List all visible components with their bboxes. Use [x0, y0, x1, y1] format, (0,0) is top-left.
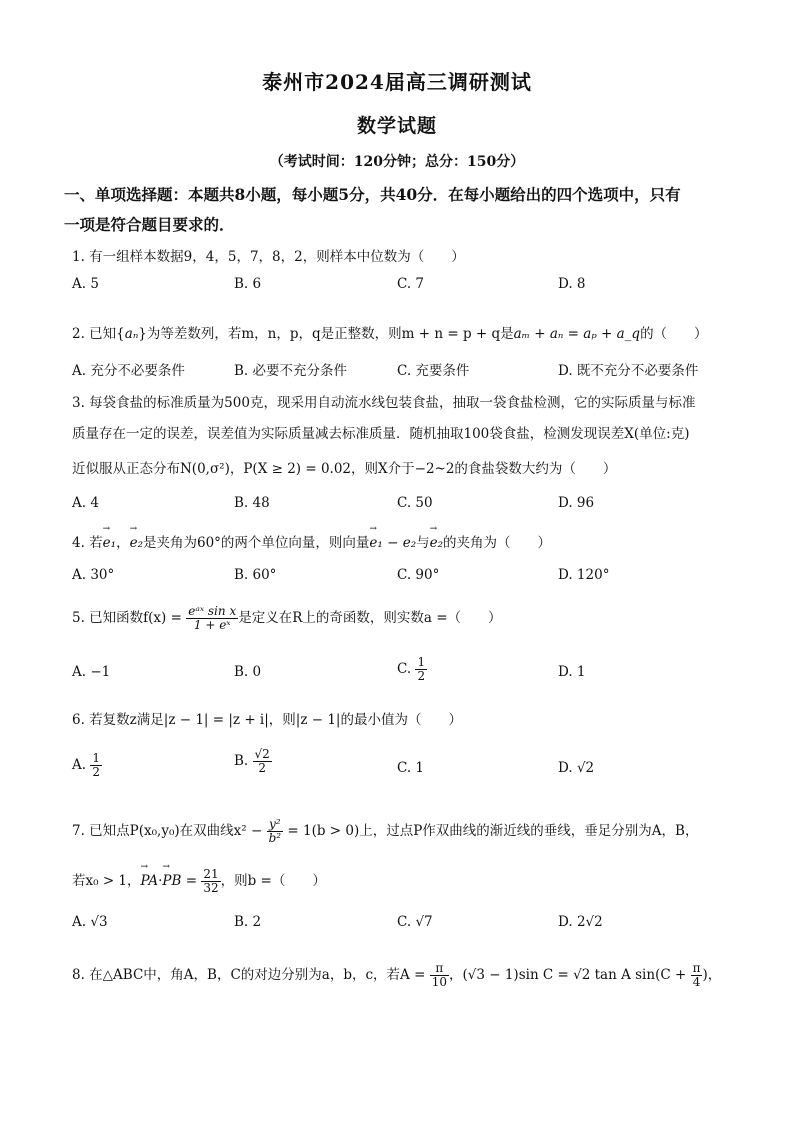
- q7-option-d-value: 2√2: [576, 914, 603, 930]
- q5-option-a: A. −1: [72, 664, 111, 680]
- q5-option-c-label: C.: [397, 661, 412, 677]
- q8-paren-b: )，: [702, 967, 722, 983]
- q3-option-a: A. 4: [72, 495, 99, 511]
- q3-option-c: C. 50: [397, 495, 433, 511]
- q7-option-c: [397, 914, 433, 930]
- q4-text-c: 与: [416, 535, 430, 551]
- q7-option-d-label: D.: [558, 914, 573, 930]
- q4-vector-e2: → e₂: [130, 535, 143, 551]
- question-3-line1: 3. 每袋食盐的标准质量为500克，现采用自动流水线包装食盐，抽取一袋食盐检测，它的实际质量与标准: [72, 395, 696, 411]
- q4-text-d: 的夹角为（ ）: [443, 535, 552, 551]
- q8-fraction: [430, 962, 449, 989]
- q7-option-c-label: C.: [397, 914, 412, 930]
- q6-option-a-den: 2: [92, 765, 100, 779]
- q4-text-b: 是夹角为60°的两个单位向量，则向量: [142, 535, 370, 551]
- q2-option-a: A. 充分不必要条件: [72, 363, 185, 379]
- question-5-stem: [72, 605, 742, 632]
- q4-option-c: C. 90°: [397, 567, 440, 583]
- q7-text-a: 7. 已知点P(x₀,y₀)在双曲线x² −: [72, 823, 263, 839]
- question-4-stem: [72, 531, 742, 551]
- q5-numerator: eᵃˣ sin x: [188, 604, 237, 618]
- q8-frac-num: π: [430, 962, 449, 976]
- q7-option-a: [72, 914, 108, 930]
- q7-line2-a: 若x₀ > 1，: [72, 873, 141, 889]
- q8-text-a: 8. 在△ABC中，角A，B，C的对边分别为a，b，c，若A =: [72, 967, 426, 983]
- q7-value-fraction: [201, 868, 220, 895]
- q4-vector-e2-b: → e₂: [430, 535, 443, 551]
- q6-option-a-fraction: [90, 752, 102, 779]
- q2-option-b: B. 必要不充分条件: [234, 363, 348, 379]
- q5-denominator: 1 + eˣ: [193, 618, 231, 632]
- exam-info: （考试时间：120分钟；总分：150分）: [269, 154, 525, 170]
- q6-option-a-label: A.: [72, 757, 87, 773]
- question-7-line2: [72, 868, 742, 895]
- q8-frac2-num: π: [692, 961, 701, 975]
- q4-separator: ，: [116, 535, 130, 551]
- subject-title: 数学试题: [356, 115, 437, 137]
- q2-condition: aₘ + aₙ = aₚ + a_q: [513, 326, 641, 342]
- q4-option-b: B. 60°: [234, 567, 277, 583]
- q2-text-a: 2. 已知{: [72, 326, 125, 342]
- q5-option-c-den: 2: [417, 669, 426, 683]
- q7-frac-den: b²: [268, 831, 282, 845]
- q5-text-b: 是定义在R上的奇函数，则实数a =（ ）: [238, 610, 502, 626]
- question-8-stem: [72, 962, 742, 989]
- q2-option-d: D. 既不充分不必要条件: [558, 363, 699, 379]
- q5-option-c: [397, 656, 427, 683]
- q7-option-a-value: √3: [90, 914, 108, 930]
- section-heading-line1: 一、单项选择题：本题共8小题，每小题5分，共40分．在每小题给出的四个选项中，只有: [64, 185, 681, 204]
- q6-option-c: C. 1: [397, 760, 425, 776]
- q7-option-b: B. 2: [234, 914, 262, 930]
- q2-text-c: 的（ ）: [640, 326, 708, 342]
- q6-option-a: [72, 752, 102, 779]
- q7-fraction: [267, 818, 284, 845]
- q7-option-d: [558, 914, 603, 930]
- q6-option-b-num: √2: [254, 747, 270, 761]
- q4-vector-expr: → e₁ − e₂: [369, 535, 416, 551]
- q5-option-d: D. 1: [558, 664, 586, 680]
- question-2-stem: [72, 322, 742, 342]
- q6-option-d-value: √2: [576, 760, 595, 776]
- q8-frac-den: 10: [431, 975, 447, 989]
- exam-title: 泰州市2024届高三调研测试: [262, 70, 532, 94]
- question-6-stem: 6. 若复数z满足|z − 1| = |z + i|，则|z − 1|的最小值为（ ）: [72, 712, 462, 728]
- q4-option-d: D. 120°: [558, 567, 610, 583]
- q2-sequence: aₙ: [124, 326, 139, 342]
- q7-value-num: 21: [203, 867, 219, 881]
- q6-option-b: [234, 748, 272, 775]
- q6-option-b-den: 2: [258, 761, 266, 775]
- q7-dot: ·: [158, 873, 163, 889]
- q5-option-c-fraction: [415, 656, 427, 683]
- q8-fraction-2: [691, 962, 703, 989]
- q7-equals: =: [185, 873, 198, 889]
- q4-text-a: 4. 若: [72, 535, 103, 551]
- q6-option-b-fraction: [253, 748, 272, 775]
- q8-text-b: ，(√3 − 1)sin C = √2 tan A sin: [448, 967, 656, 983]
- q5-option-b: B. 0: [234, 664, 262, 680]
- q5-option-c-num: 1: [417, 655, 426, 669]
- q1-option-d: D. 8: [558, 276, 586, 292]
- q8-paren-a: (C +: [655, 967, 687, 983]
- q7-value-den: 32: [203, 881, 219, 895]
- q1-option-a: A. 5: [72, 276, 99, 292]
- q3-option-b: B. 48: [234, 495, 270, 511]
- q1-option-b: B. 6: [234, 276, 262, 292]
- q7-vector-pa: → PA: [141, 873, 159, 889]
- q4-vector-e1: → e₁: [103, 535, 116, 551]
- q6-option-d: [558, 760, 594, 776]
- question-3-line2: 质量存在一定的误差，误差值为实际质量减去标准质量．随机抽取100袋食盐，检测发现误差X(单位:克): [72, 426, 690, 442]
- question-7-line1: [72, 818, 742, 845]
- question-1-stem: 1. 有一组样本数据9，4，5，7，8，2，则样本中位数为（ ）: [72, 249, 465, 265]
- q6-option-d-label: D.: [558, 760, 573, 776]
- q2-option-c: C. 充要条件: [397, 363, 470, 379]
- q7-option-c-value: √7: [415, 914, 433, 930]
- q3-option-d: D. 96: [558, 495, 595, 511]
- q4-option-a: A. 30°: [72, 567, 115, 583]
- q6-option-a-num: 1: [92, 751, 100, 765]
- q7-line2-b: ，则b =（ ）: [220, 873, 326, 889]
- q7-frac-num: y²: [267, 818, 284, 832]
- question-3-line3: 近似服从正态分布N(0,σ²)，P(X ≥ 2) = 0.02，则X介于−2~2的食盐袋数大约为（ ）: [72, 461, 617, 477]
- q5-fraction: [186, 605, 238, 632]
- q2-text-b: }为等差数列，若m，n，p，q是正整数，则m + n = p + q是: [138, 326, 514, 342]
- q6-option-b-label: B.: [234, 753, 249, 769]
- q1-option-c: C. 7: [397, 276, 425, 292]
- q5-text-a: 5. 已知函数f(x) =: [72, 610, 182, 626]
- q8-frac2-den: 4: [692, 975, 701, 989]
- section-heading-line2: 一项是符合题目要求的．: [64, 215, 235, 234]
- q7-vector-pb: → PB: [162, 873, 181, 889]
- q7-option-a-label: A.: [72, 914, 87, 930]
- q7-text-b: = 1(b > 0)上，过点P作双曲线的渐近线的垂线，垂足分别为A，B，: [287, 823, 699, 839]
